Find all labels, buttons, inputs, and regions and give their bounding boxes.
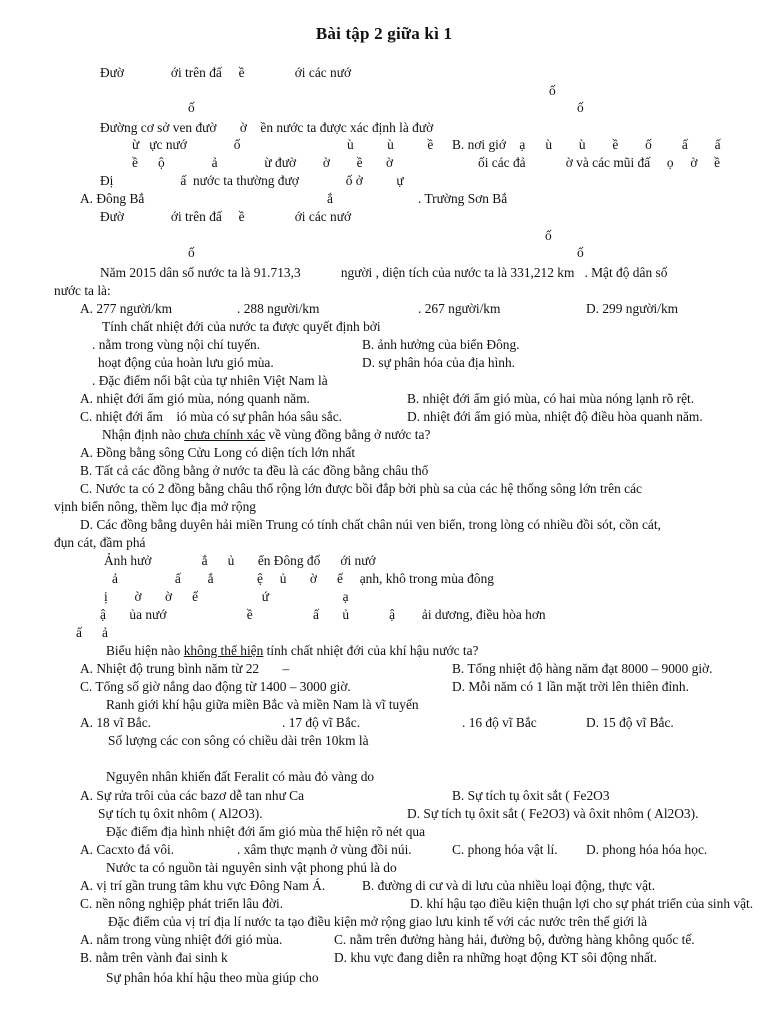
text-line: C. nhiệt đới ẩm ió mùa có sự phân hóa sâu sắc. xyxy=(80,409,343,424)
text-line: ố xyxy=(188,100,195,115)
text-line: ố xyxy=(545,228,552,243)
text-line: ậ ủa nướ ề ấ ủ ậ ải dương, điều hòa hơn xyxy=(100,607,546,622)
text-line: ố xyxy=(577,100,584,115)
text-line: Năm 2015 dân số nước ta là 91.713,3 người , diện tích của nước ta là 331,212 km . Mật độ dân số xyxy=(100,265,668,280)
text-line: D. phong hóa hóa học. xyxy=(586,842,708,857)
text-line: D. khu vực đang diễn ra những hoạt động KT sôi động nhất. xyxy=(334,950,657,965)
text-line: A. 277 người/km xyxy=(80,301,173,316)
text-line: B. Tất cả các đồng bằng ở nước ta đều là các đồng bằng châu thổ xyxy=(80,463,429,478)
text-line: . Trường Sơn Bắ xyxy=(418,191,508,206)
text-line: ù ù ề xyxy=(347,137,434,152)
text-line: Đị ấ nước ta thường đượ ố ở ự xyxy=(100,173,404,188)
text-line: B. đường di cư và di lưu của nhiều loại động, thực vật. xyxy=(362,878,656,893)
text-line: D. 299 người/km xyxy=(586,301,679,316)
text-line: D. 15 độ vĩ Bắc. xyxy=(586,715,674,730)
text-line: nước ta là: xyxy=(54,283,111,298)
text-line: B. ảnh hưởng của biển Đông. xyxy=(362,337,520,352)
text-line: Tính chất nhiệt đới của nước ta được quyết định bởi xyxy=(102,319,381,334)
text-line: A. nhiệt đới ẩm gió mùa, nóng quanh năm. xyxy=(80,391,310,406)
question-text: Biểu hiện nào không thể hiện tính chất nhiệt đới của khí hậu nước ta? xyxy=(106,643,479,658)
text-line: ấ ả xyxy=(76,625,108,640)
text-line: ắ xyxy=(327,191,333,206)
underlined-emphasis: chưa chính xác xyxy=(184,427,266,442)
text-line: D. nhiệt đới ẩm gió mùa, nhiệt độ điều hòa quanh năm. xyxy=(407,409,703,424)
text-line: C. nằm trên đường hàng hải, đường bộ, đường hàng không quốc tế. xyxy=(334,932,695,947)
text-line: . xâm thực mạnh ở vùng đồi núi. xyxy=(237,842,412,857)
text-line: đụn cát, đầm phá xyxy=(54,535,146,550)
text-line: Nguyên nhân khiến đất Feralit có màu đỏ vàng do xyxy=(106,769,375,784)
text-line: D. khí hậu tạo điều kiện thuận lợi cho sự phát triển của sinh vật. xyxy=(410,896,754,911)
text-line: ố xyxy=(188,245,195,260)
text-line: ị ờ ờ ế ứ ạ xyxy=(104,589,349,604)
text-line: Sự phân hóa khí hậu theo mùa giúp cho xyxy=(106,970,319,985)
text-line: Đườ ới trên đấ ề ới các nướ xyxy=(100,65,352,80)
text-line: . 16 độ vĩ Bắc xyxy=(462,715,537,730)
text-line: A. 18 vĩ Bắc. xyxy=(80,715,152,730)
text-line: B. nằm trên vành đai sinh k xyxy=(80,950,228,965)
text-line: C. Nước ta có 2 đồng bằng châu thổ rộng lớn được bồi đắp bởi phù sa của các hệ thống sông lớn trên các xyxy=(80,481,642,496)
text-line: A. Đồng bằng sông Cửu Long có diện tích lớn nhất xyxy=(80,445,356,460)
text-line: B. Sự tích tụ ôxit sắt ( Fe2O3 xyxy=(452,788,610,803)
text-line: B. nơi giớ ạ ù ù ề ố ấ ấ xyxy=(452,137,721,152)
text-line: ừ ực nướ ố xyxy=(132,137,241,152)
text-line: . 267 người/km xyxy=(418,301,501,316)
text-line: A. Sự rửa trôi của các bazơ dễ tan như Ca xyxy=(80,788,305,803)
question-text: Nhận định nào chưa chính xác về vùng đồng bằng ở nước ta? xyxy=(102,427,431,442)
text-line: B. Tổng nhiệt độ hàng năm đạt 8000 – 9000 giờ. xyxy=(452,661,713,676)
text-line: ả ấ ắ ệ ủ ờ ế ạnh, khô trong mùa đông xyxy=(112,571,494,586)
text-line: Số lượng các con sông có chiều dài trên 10km là xyxy=(108,733,369,748)
text-line: Nước ta có nguồn tài nguyên sinh vật phong phú là do xyxy=(106,860,397,875)
text-line: ề ộ ả ừ đườ ờ ề ờ xyxy=(132,155,394,170)
text-line: . nằm trong vùng nội chí tuyến. xyxy=(92,337,261,352)
text-line: hoạt động của hoàn lưu gió mùa. xyxy=(98,355,274,370)
text-line: A. Cacxto đá vôi. xyxy=(80,842,175,857)
text-line: B. nhiệt đới ẩm gió mùa, có hai mùa nóng lạnh rõ rệt. xyxy=(407,391,695,406)
underlined-emphasis: không thể hiện xyxy=(183,643,264,658)
text-line: A. Nhiệt độ trung bình năm từ 22 – xyxy=(80,661,290,676)
text-line: ố xyxy=(577,245,584,260)
text-line: Ảnh hưở ắ ủ ển Đông đố ới nướ xyxy=(104,553,376,568)
text-line: A. Đông Bắ xyxy=(80,191,145,206)
text-line: . Đặc điểm nổi bật của tự nhiên Việt Nam là xyxy=(92,373,328,388)
text-line: D. Sự tích tụ ôxit sắt ( Fe2O3) và ôxit nhôm ( Al2O3). xyxy=(407,806,699,821)
text-line: ố xyxy=(549,83,556,98)
text-line: . 288 người/km xyxy=(237,301,320,316)
text-line: . 17 độ vĩ Bắc. xyxy=(282,715,361,730)
text-line: Sự tích tụ ôxit nhôm ( Al2O3). xyxy=(98,806,263,821)
text-line: D. sự phân hóa của địa hình. xyxy=(362,355,516,370)
text-line: Đường cơ sở ven đườ ờ ền nước ta được xác định là đườ xyxy=(100,120,434,135)
text-line: C. phong hóa vật lí. xyxy=(452,842,558,857)
text-line: A. nằm trong vùng nhiệt đới gió mùa. xyxy=(80,932,283,947)
text-line: Đặc điểm của vị trí địa lí nước ta tạo điều kiện mở rộng giao lưu kinh tế với các nước trên thế giới là xyxy=(108,914,648,929)
text-line: Ranh giới khí hậu giữa miền Bắc và miền Nam là vĩ tuyến xyxy=(106,697,419,712)
text-line: ối các đả ờ và các mũi đấ ọ ờ ề xyxy=(478,155,721,170)
page-title: Bài tập 2 giữa kì 1 xyxy=(315,24,453,43)
text-line: A. vị trí gần trung tâm khu vực Đông Nam Á. xyxy=(80,878,326,893)
text-line: C. nền nông nghiệp phát triển lâu đời. xyxy=(80,896,284,911)
text-line: Đườ ới trên đấ ề ới các nướ xyxy=(100,209,352,224)
text-line: vịnh biển nông, thềm lục địa mở rộng xyxy=(54,499,256,514)
text-line: Đặc điểm địa hình nhiệt đới ẩm gió mùa thể hiện rõ nét qua xyxy=(106,824,426,839)
text-line: D. Các đồng bằng duyên hải miền Trung có tính chất chân núi ven biển, trong lòng có nhiều đồi sót, cồn cát, xyxy=(80,517,661,532)
text-line: C. Tổng số giờ nắng dao động từ 1400 – 3000 giờ. xyxy=(80,679,351,694)
text-line: D. Mỗi năm có 1 lần mặt trời lên thiên đỉnh. xyxy=(452,679,689,694)
